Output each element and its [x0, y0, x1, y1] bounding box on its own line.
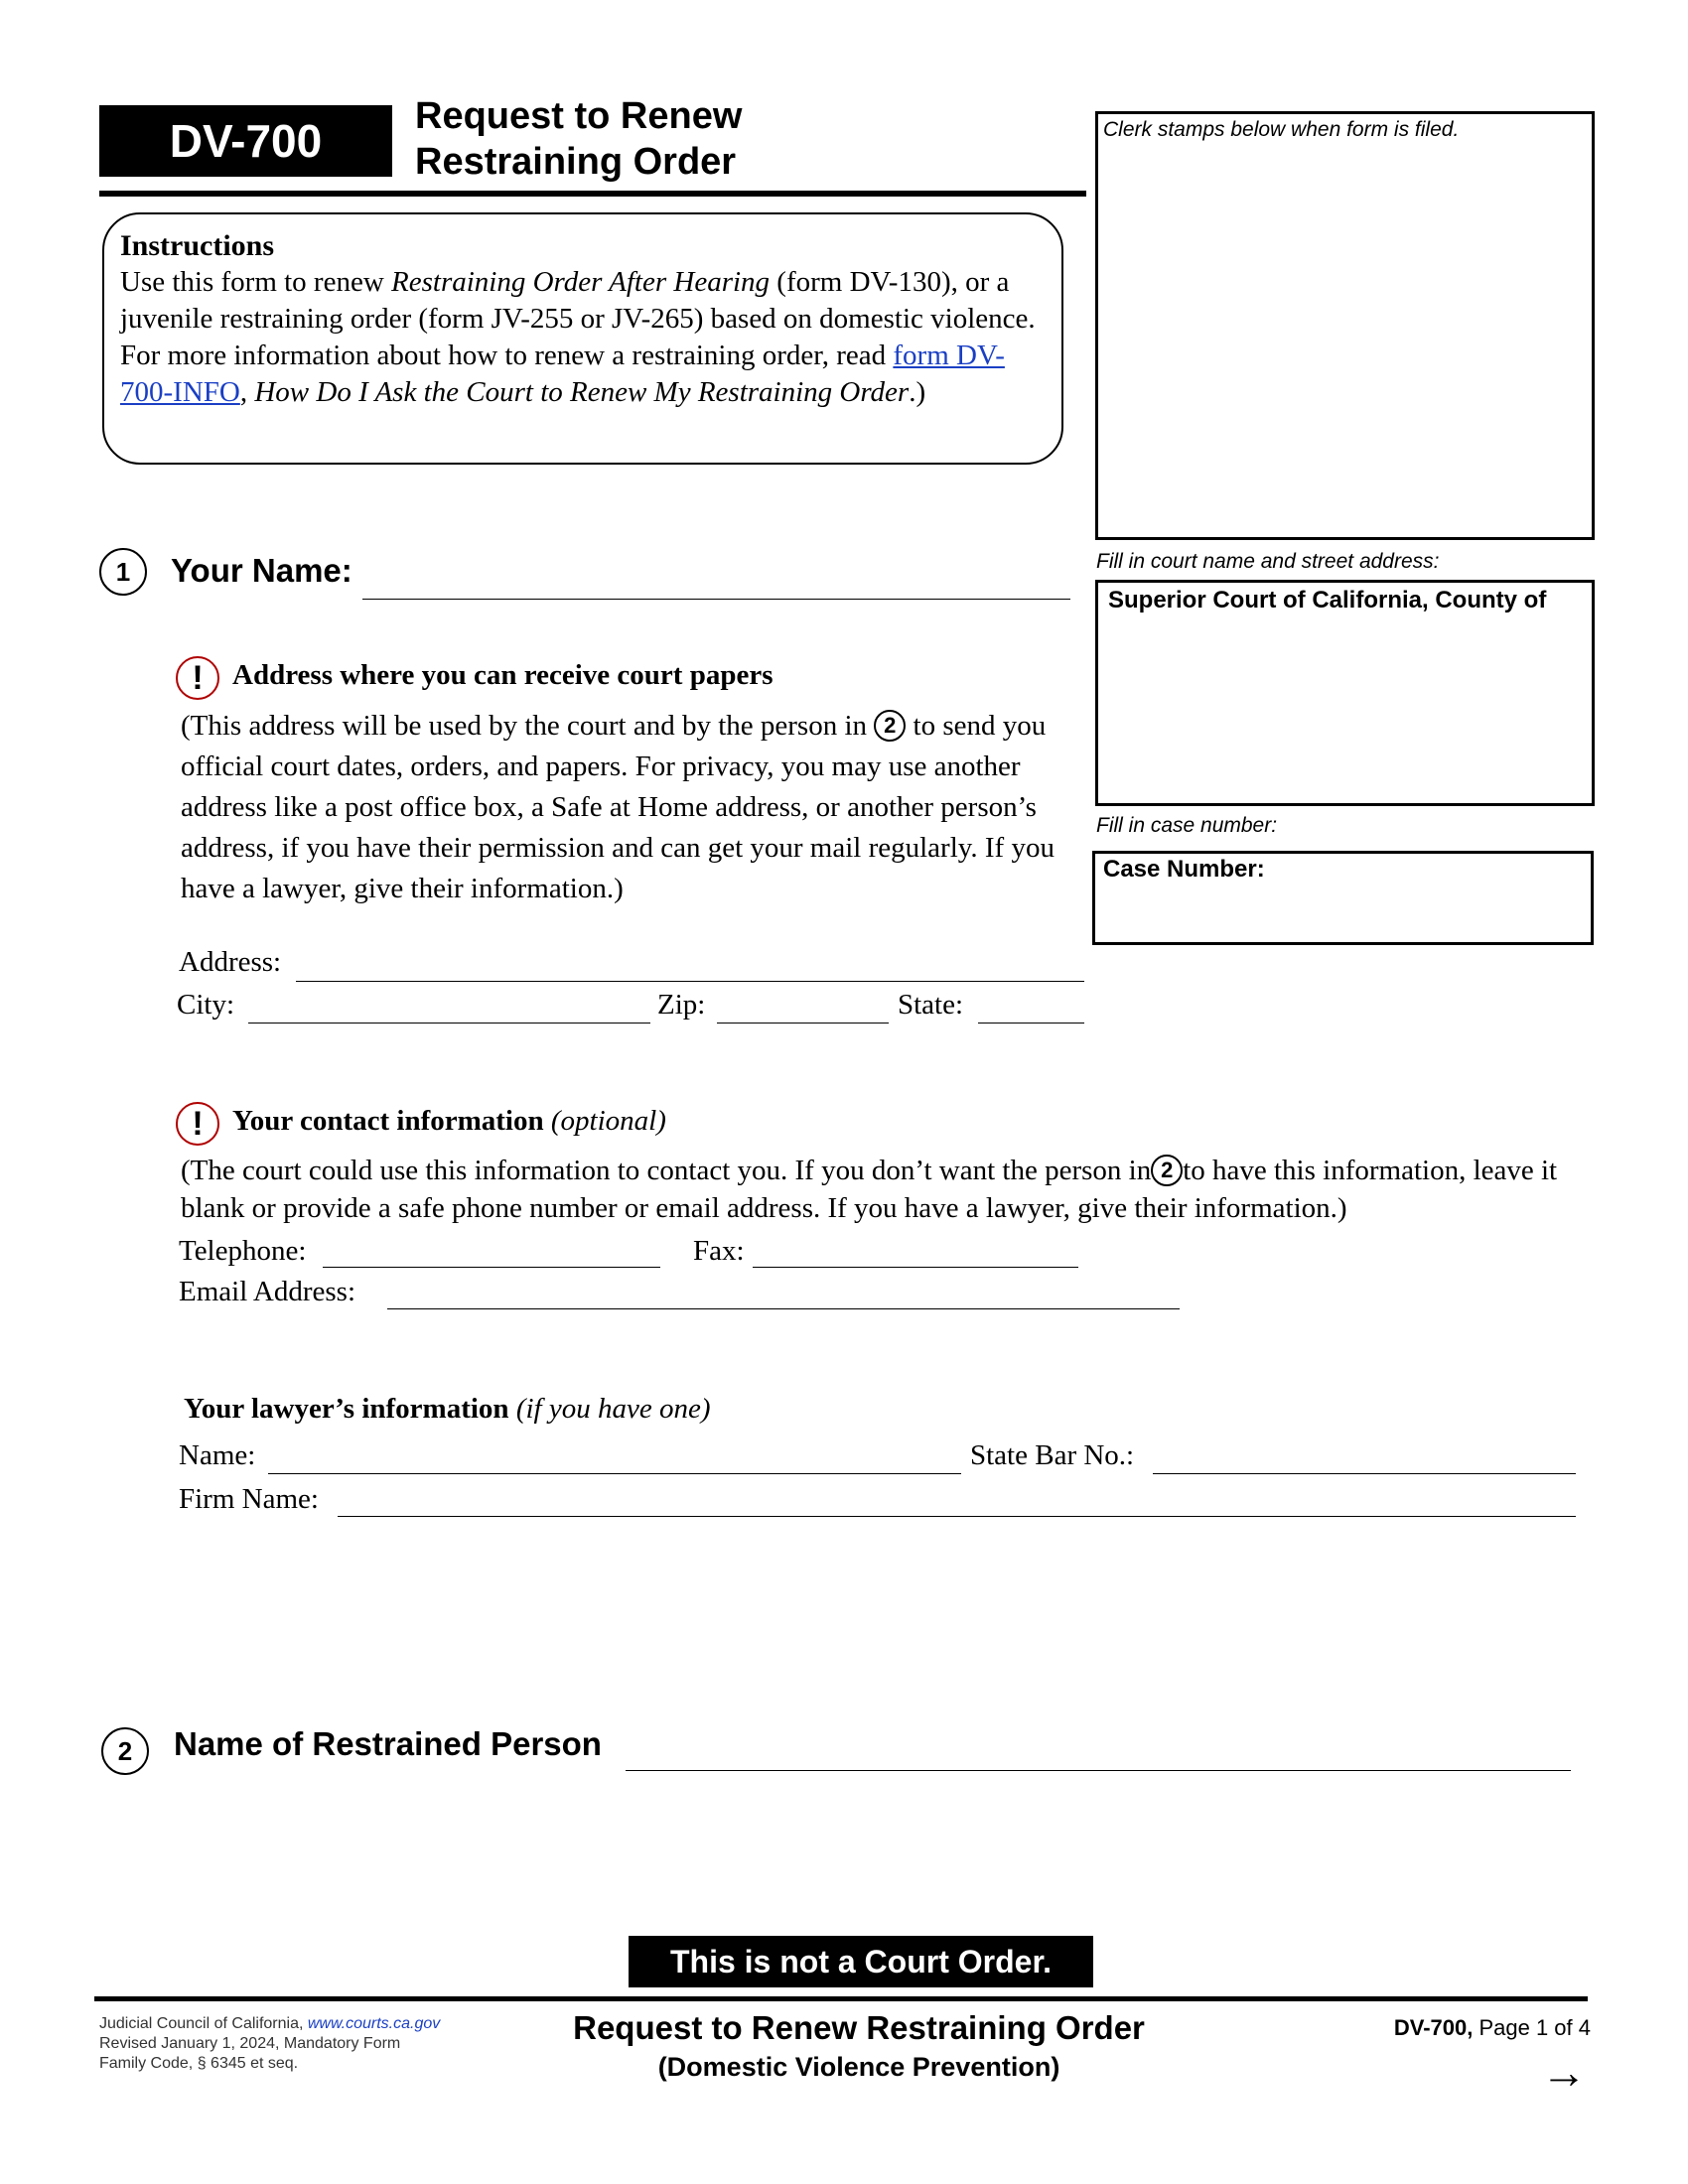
page-number: Page 1 of 4 [1473, 2015, 1591, 2040]
state-bar-field[interactable] [1153, 1473, 1576, 1474]
address-para-part: (This address will be used by the court and by the person in [181, 710, 875, 742]
section-2-ref: 2 [874, 710, 906, 742]
instructions-box [102, 212, 1063, 465]
contact-heading [232, 1105, 666, 1138]
lawyer-heading [184, 1393, 710, 1426]
contact-para-part: to have this information, leave it blank or provide a safe phone number or email address. If you have a lawyer, give their information.) [181, 1155, 1558, 1224]
case-number-label: Fill in case number: [1096, 814, 1278, 837]
address-para-part: to send you official court dates, orders, and papers. For privacy, you may use another address like a post office box, a Safe at Home address, or another person’s address, if you have their permission and can get your mail regularly. If you have a lawyer, give their information.) [181, 710, 1055, 904]
city-field[interactable] [248, 1023, 650, 1024]
firm-name-field[interactable] [338, 1516, 1576, 1517]
email-field[interactable] [387, 1308, 1180, 1309]
court-name-text: Superior Court of California, County of [1108, 587, 1547, 614]
state-label: State: [898, 989, 964, 1021]
case-number-box[interactable] [1092, 851, 1594, 945]
state-field[interactable] [978, 1023, 1084, 1024]
form-id-badge: DV-700 [99, 105, 392, 177]
footer-revised: Revised January 1, 2024, Mandatory Form [99, 2035, 401, 2052]
form-title-line1: Request to Renew [415, 95, 743, 137]
footer-council [99, 2015, 440, 2033]
lawyer-name-label: Name: [179, 1439, 256, 1471]
courts-website-link[interactable]: www.courts.ca.gov [307, 2015, 441, 2032]
address-heading: Address where you can receive court papers [232, 659, 774, 691]
footer-divider [94, 1996, 1588, 2001]
address-instructions [181, 706, 1064, 909]
not-court-order-banner: This is not a Court Order. [629, 1936, 1093, 1987]
case-number-text: Case Number: [1103, 856, 1265, 883]
header-divider [99, 191, 1086, 197]
clerk-stamp-label: Clerk stamps below when form is filed. [1103, 118, 1460, 141]
telephone-field[interactable] [323, 1267, 660, 1268]
your-name-field[interactable] [362, 599, 1070, 600]
restrained-person-label: Name of Restrained Person [174, 1725, 602, 1762]
zip-label: Zip: [657, 989, 706, 1021]
instructions-heading: Instructions [120, 229, 275, 262]
fax-field[interactable] [753, 1267, 1078, 1268]
instructions-text-part: , [239, 376, 255, 408]
instructions-text-part: Use this form to renew [120, 266, 392, 298]
instructions-info-title: How Do I Ask the Court to Renew My Restraining Order [254, 376, 910, 408]
fax-label: Fax: [693, 1235, 745, 1267]
clerk-stamp-box[interactable] [1095, 111, 1595, 540]
restrained-person-field[interactable] [626, 1770, 1571, 1771]
court-address-box[interactable] [1095, 580, 1595, 806]
court-address-label: Fill in court name and street address: [1096, 550, 1440, 573]
footer-subtitle: (Domestic Violence Prevention) [657, 2052, 1060, 2082]
alert-icon: ! [176, 1102, 219, 1146]
contact-para-part: (The court could use this information to contact you. If you don’t want the person in [181, 1155, 1152, 1186]
alert-icon: ! [176, 656, 219, 700]
telephone-label: Telephone: [179, 1235, 307, 1267]
section-1-number: 1 [99, 548, 147, 596]
footer-form-id: DV-700, [1393, 2015, 1474, 2040]
contact-optional-note: (optional) [550, 1105, 666, 1137]
instructions-text-part: .) [909, 376, 926, 408]
footer-title: Request to Renew Restraining Order [573, 2009, 1145, 2046]
contact-heading-text: Your contact information [232, 1105, 544, 1137]
section-2-ref: 2 [1151, 1155, 1183, 1186]
footer-page-info [1301, 2015, 1591, 2041]
contact-instructions [181, 1152, 1591, 1227]
lawyer-optional-note: (if you have one) [515, 1393, 711, 1425]
address-field[interactable] [296, 981, 1084, 982]
section-2-number: 2 [101, 1727, 149, 1775]
city-label: City: [177, 989, 235, 1021]
form-title [415, 93, 742, 185]
lawyer-name-field[interactable] [268, 1473, 961, 1474]
your-name-label: Your Name: [171, 552, 352, 589]
form-title-line2: Restraining Order [415, 141, 737, 183]
instructions-form-name: Restraining Order After Hearing [391, 266, 771, 298]
dv-700-info-link[interactable]: form DV-700-INFO [120, 340, 1005, 408]
zip-field[interactable] [717, 1023, 889, 1024]
lawyer-heading-text: Your lawyer’s information [184, 1393, 509, 1425]
next-page-arrow-icon[interactable]: → [1541, 2046, 1587, 2098]
state-bar-label: State Bar No.: [970, 1439, 1135, 1471]
instructions-text-part: (form DV-130), or a juvenile restraining order (form JV-255 or JV-265) based on domestic violence. For more information about how to renew a restraining order, read [120, 266, 1036, 371]
firm-name-label: Firm Name: [179, 1483, 319, 1515]
email-label: Email Address: [179, 1276, 356, 1307]
instructions-text [120, 264, 1048, 411]
footer-code: Family Code, § 6345 et seq. [99, 2055, 299, 2072]
address-label: Address: [179, 946, 282, 978]
footer-council-text: Judicial Council of California, [99, 2015, 308, 2032]
